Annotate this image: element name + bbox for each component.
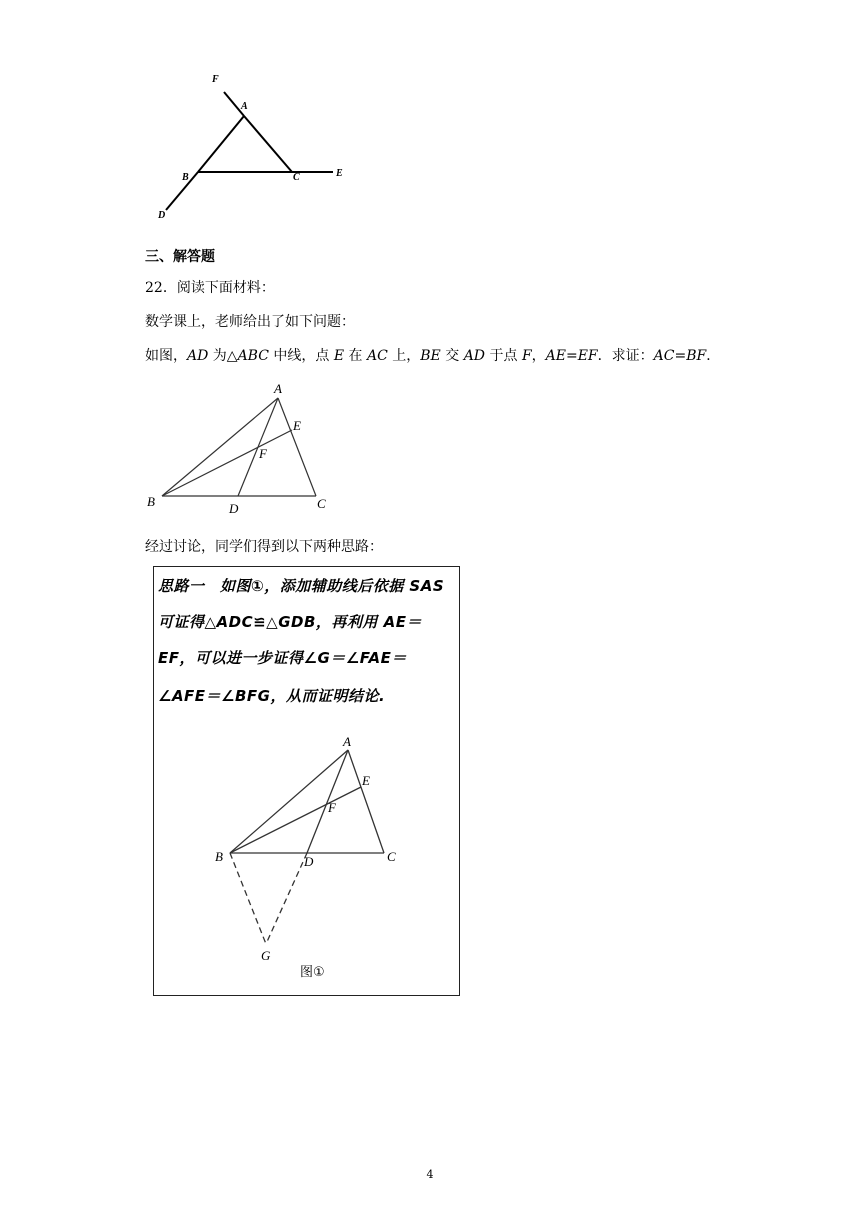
label-F: F	[328, 800, 336, 815]
dashed-BG	[230, 853, 266, 944]
label-E: E	[362, 773, 370, 788]
problem-statement: 如图，AD 为△ABC 中线，点 E 在 AC 上，BE 交 AD 于点 F，AE=EF．求证：AC=BF．	[145, 348, 721, 364]
idea-line-2: 可证得△ADC≌△GDB，再利用 AE＝	[158, 613, 422, 631]
figure-1-auxiliary	[200, 730, 420, 980]
label-D: D	[304, 854, 314, 869]
label-B: B	[215, 849, 223, 864]
discussion-text: 经过讨论，同学们得到以下两种思路：	[145, 539, 383, 555]
problem-intro: 22．阅读下面材料：	[145, 280, 275, 296]
figure-triangle-median	[140, 378, 340, 518]
section-heading: 三、解答题	[145, 249, 215, 265]
label-B: B	[182, 172, 189, 183]
label-A: A	[241, 101, 248, 112]
label-D: D	[158, 210, 166, 221]
label-E: E	[336, 168, 343, 179]
label-E: E	[293, 418, 301, 433]
idea-line-3: EF，可以进一步证得∠G＝∠FAE＝	[158, 649, 407, 667]
segment-AC	[244, 116, 292, 172]
label-C: C	[317, 496, 326, 511]
figure-triangle-exterior-angles	[150, 68, 360, 228]
idea-line-1: 思路一 如图①，添加辅助线后依据 SAS	[158, 577, 445, 595]
label-C: C	[293, 172, 300, 183]
page-number: 4	[426, 1168, 434, 1181]
segment-BE	[162, 430, 292, 496]
label-F: F	[212, 74, 219, 85]
figure-caption: 图①	[300, 965, 325, 980]
label-B: B	[147, 494, 155, 509]
label-G: G	[261, 948, 271, 963]
dashed-DG	[266, 853, 307, 944]
label-C: C	[387, 849, 396, 864]
problem-context: 数学课上，老师给出了如下问题：	[145, 314, 355, 330]
label-F: F	[259, 446, 267, 461]
idea-line-4: ∠AFE＝∠BFG，从而证明结论.	[158, 687, 386, 705]
label-D: D	[229, 501, 239, 516]
segment-AB	[198, 116, 244, 172]
label-A: A	[343, 734, 351, 749]
segment-BE	[230, 787, 361, 853]
label-A: A	[274, 381, 282, 396]
segment-AC	[348, 750, 384, 853]
segment-AC	[278, 398, 316, 496]
